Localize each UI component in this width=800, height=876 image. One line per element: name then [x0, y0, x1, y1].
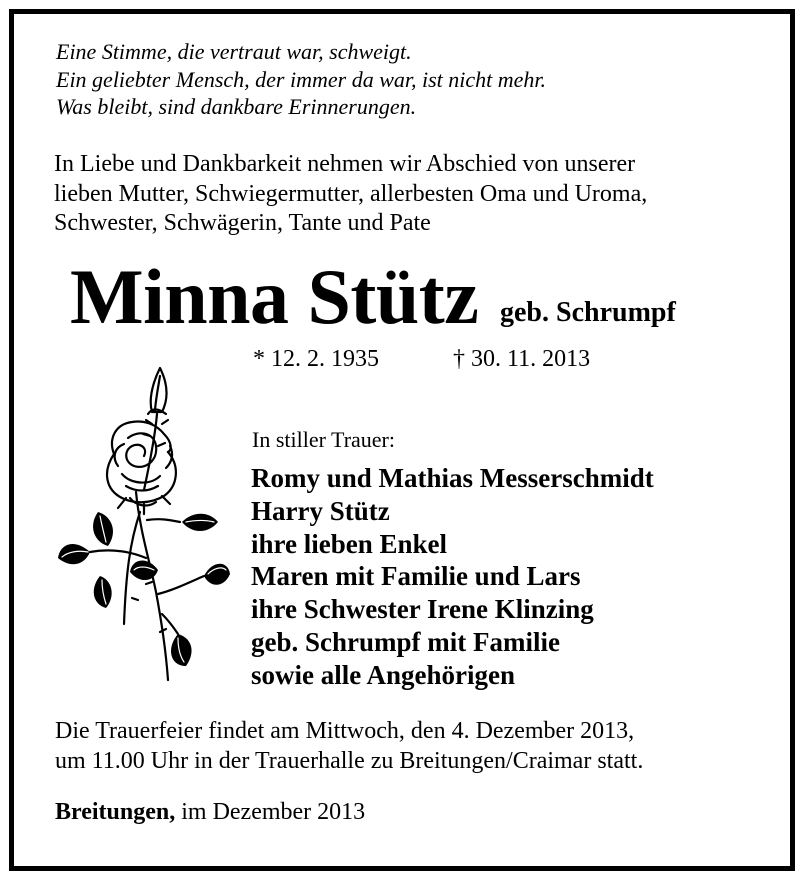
memorial-poem — [56, 38, 546, 121]
poem-line: Eine Stimme, die vertraut war, schweigt. — [56, 39, 412, 64]
death-date: † 30. 11. 2013 — [453, 346, 591, 372]
place-name: Breitungen, — [55, 799, 176, 825]
mourning-label: In stiller Trauer: — [252, 427, 395, 452]
mourner-line: sowie alle Angehörigen — [251, 659, 515, 690]
intro-line: Schwester, Schwägerin, Tante und Pate — [54, 210, 431, 236]
mourner-line: Harry Stütz — [251, 495, 390, 526]
maiden-name: geb. Schrumpf — [500, 297, 676, 328]
intro-line: In Liebe und Dankbarkeit nehmen wir Abschied von unserer — [54, 151, 636, 177]
birth-date: * 12. 2. 1935 — [253, 346, 379, 372]
place-and-date — [55, 797, 365, 827]
funeral-line: Die Trauerfeier findet am Mittwoch, den 4. Dezember 2013, — [55, 718, 635, 744]
rose-icon — [52, 362, 230, 686]
intro-line: lieben Mutter, Schwiegermutter, allerbesten Oma und Uroma, — [54, 180, 648, 207]
funeral-info — [55, 717, 643, 776]
mourners-list — [251, 462, 654, 692]
notice-date: im Dezember 2013 — [175, 799, 366, 825]
farewell-intro — [54, 150, 647, 239]
funeral-line: um 11.00 Uhr in der Trauerhalle zu Breitungen/Craimar statt. — [55, 747, 644, 774]
poem-line: Was bleibt, sind dankbare Erinnerungen. — [56, 94, 417, 119]
mourner-line: geb. Schrumpf mit Familie — [251, 626, 560, 657]
poem-line: Ein geliebter Mensch, der immer da war, ist nicht mehr. — [56, 66, 547, 92]
mourner-line: Maren mit Familie und Lars — [251, 561, 581, 592]
mourner-line: ihre Schwester Irene Klinzing — [251, 594, 594, 625]
mourner-line: ihre lieben Enkel — [251, 528, 448, 559]
deceased-name: Minna Stütz — [70, 253, 479, 340]
mourner-line: Romy und Mathias Messerschmidt — [251, 463, 654, 493]
